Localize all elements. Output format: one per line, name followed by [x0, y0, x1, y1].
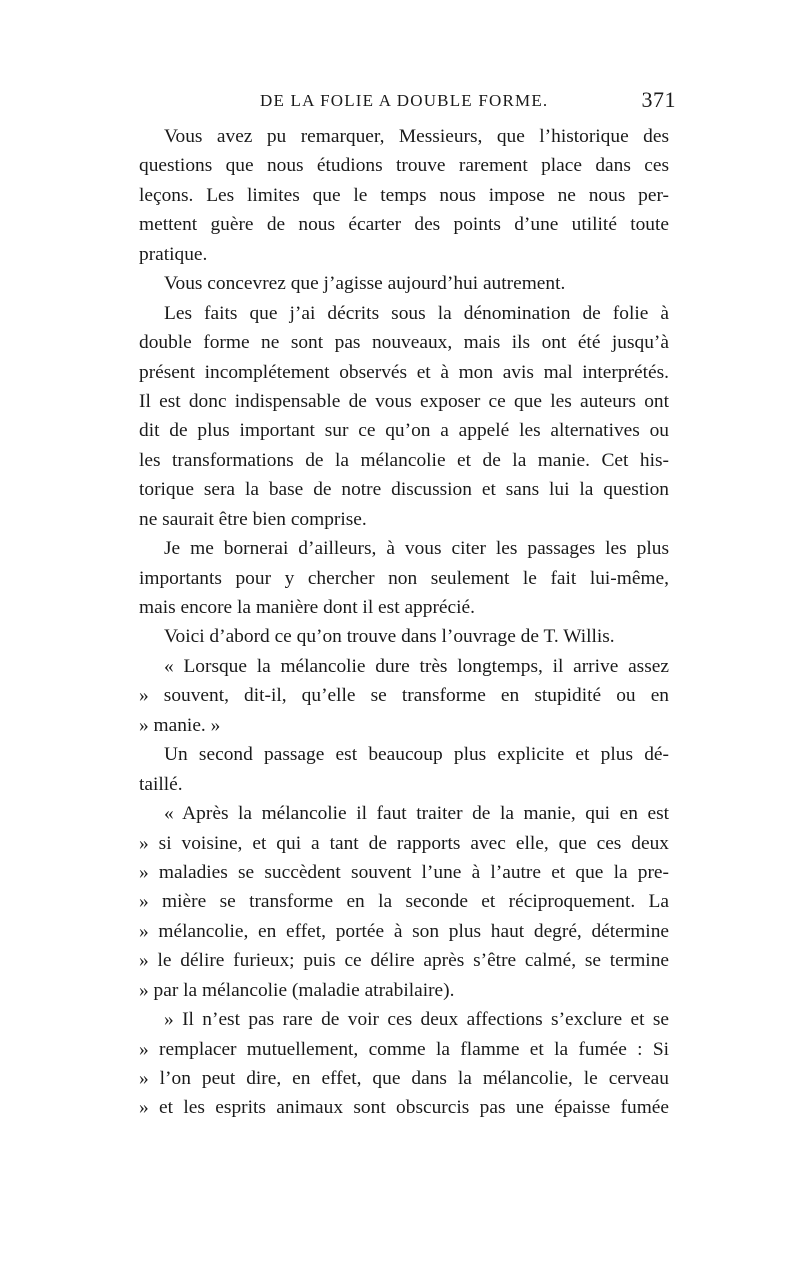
text-line: mais encore la manière dont il est apprécié. [139, 597, 475, 618]
text-line: « Lorsque la mélancolie dure très longtemps, il arrive assez [164, 655, 669, 677]
page-number: 371 [641, 87, 676, 112]
text-line: » et les esprits animaux sont obscurcis pas une épaisse fumée [139, 1097, 669, 1119]
text-line: Vous concevrez que j’agisse aujourd’hui autrement. [164, 273, 566, 295]
text-line: questions que nous étudions trouve rarement place dans ces [139, 155, 669, 177]
text-line: présent incomplétement observés et à mon avis mal interprétés. [139, 361, 669, 383]
text-line: Je me bornerai d’ailleurs, à vous citer les passages les plus [164, 538, 669, 560]
text-line: » maladies se succèdent souvent l’une à l’autre et que la pre- [139, 861, 669, 883]
text-line: mettent guère de nous écarter des points d’une utilité toute [139, 214, 669, 236]
text-line: Un second passage est beaucoup plus explicite et plus dé- [164, 744, 669, 766]
body-text [139, 122, 669, 1123]
text-line: » l’on peut dire, en effet, que dans la mélancolie, le cerveau [139, 1068, 669, 1089]
text-line: » remplacer mutuellement, comme la flamme et la fumée : Si [139, 1038, 669, 1060]
text-line: » manie. » [139, 714, 221, 736]
text-line: taillé. [139, 773, 183, 795]
text-line: » si voisine, et qui a tant de rapports avec elle, que ces deux [139, 832, 669, 854]
running-title: DE LA FOLIE A DOUBLE FORME. [260, 91, 549, 110]
text-line: Les faits que j’ai décrits sous la dénomination de folie à [164, 302, 669, 324]
text-line: « Après la mélancolie il faut traiter de la manie, qui en est [164, 803, 669, 825]
text-line: » le délire furieux; puis ce délire après s’être calmé, se termine [139, 950, 669, 972]
text-line: ne saurait être bien comprise. [139, 508, 367, 530]
text-line: » souvent, dit-il, qu’elle se transforme en stupidité ou en [139, 685, 669, 707]
text-line: dit de plus important sur ce qu’on a appelé les alternatives ou [139, 420, 669, 442]
text-line: » mélancolie, en effet, portée à son plus haut degré, détermine [139, 920, 669, 942]
text-line: » Il n’est pas rare de voir ces deux affections s’exclure et se [164, 1009, 669, 1031]
text-line: double forme ne sont pas nouveaux, mais ils ont été jusqu’à [139, 332, 669, 354]
text-line: les transformations de la mélancolie et de la manie. Cet his- [139, 449, 669, 471]
running-head [140, 87, 676, 117]
text-line: importants pour y chercher non seulement le fait lui-même, [139, 567, 669, 589]
text-line: Il est donc indispensable de vous exposer ce que les auteurs ont [139, 390, 669, 412]
text-line: pratique. [139, 243, 208, 265]
text-line: torique sera la base de notre discussion et sans lui la question [139, 479, 669, 501]
text-line: Vous avez pu remarquer, Messieurs, que l’historique des [164, 126, 669, 147]
text-line: Voici d’abord ce qu’on trouve dans l’ouvrage de T. Willis. [164, 626, 615, 648]
text-line: leçons. Les limites que le temps nous impose ne nous per- [139, 184, 669, 206]
text-line: » par la mélancolie (maladie atrabilaire). [139, 979, 455, 1001]
text-line: » mière se transforme en la seconde et réciproquement. La [139, 891, 669, 913]
